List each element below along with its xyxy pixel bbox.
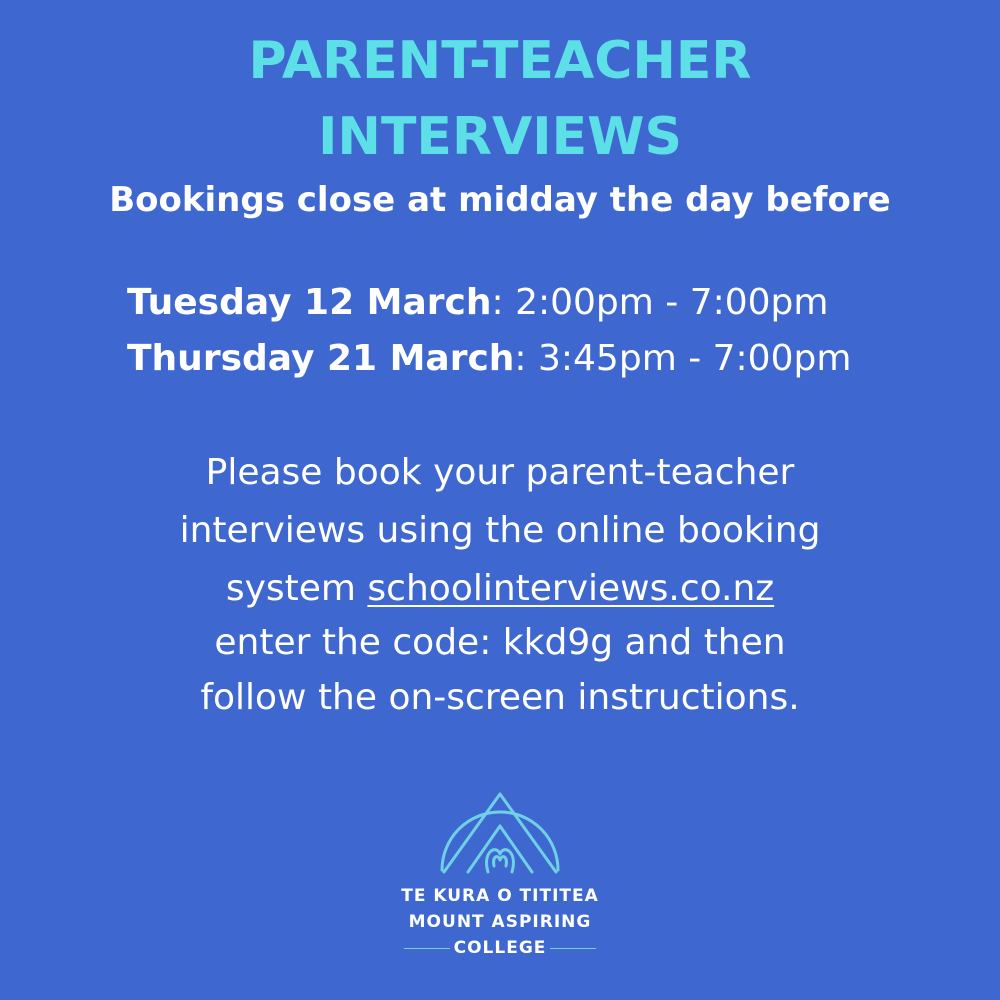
page-title-line-2: INTERVIEWS xyxy=(318,107,682,167)
booking-deadline-subtitle: Bookings close at midday the day before xyxy=(109,180,891,220)
instructions-line-3 xyxy=(0,564,1000,614)
schedule-day: Tuesday 12 March xyxy=(127,282,492,323)
instructions-line-1: Please book your parent-teacher xyxy=(205,452,795,493)
schedule-row-tuesday xyxy=(127,278,987,328)
decorative-rule-right xyxy=(550,948,596,949)
schedule-time: : 3:45pm - 7:00pm xyxy=(514,338,852,379)
schedule-row-thursday xyxy=(127,334,987,384)
logo-ridge-inner xyxy=(494,857,507,866)
school-name-line-1: TE KURA O TITITEA xyxy=(401,886,599,906)
school-logo-icon xyxy=(430,770,570,880)
schedule-day: Thursday 21 March xyxy=(127,338,515,379)
instructions-line-2: interviews using the online booking xyxy=(179,510,821,551)
instructions-line-3-prefix: system xyxy=(225,568,368,609)
instructions-line-4: enter the code: kkd9g and then xyxy=(214,622,786,663)
school-name-line-3: COLLEGE xyxy=(453,938,547,958)
instructions-line-5: follow the on-screen instructions. xyxy=(200,677,800,718)
booking-website-link[interactable]: schoolinterviews.co.nz xyxy=(367,568,775,609)
page-title-line-1: PARENT-TEACHER xyxy=(248,31,752,91)
school-name-line-2: MOUNT ASPIRING xyxy=(408,912,592,932)
decorative-rule-left xyxy=(404,948,450,949)
logo-mountain-inner xyxy=(468,826,532,872)
schedule-time: : 2:00pm - 7:00pm xyxy=(491,282,829,323)
